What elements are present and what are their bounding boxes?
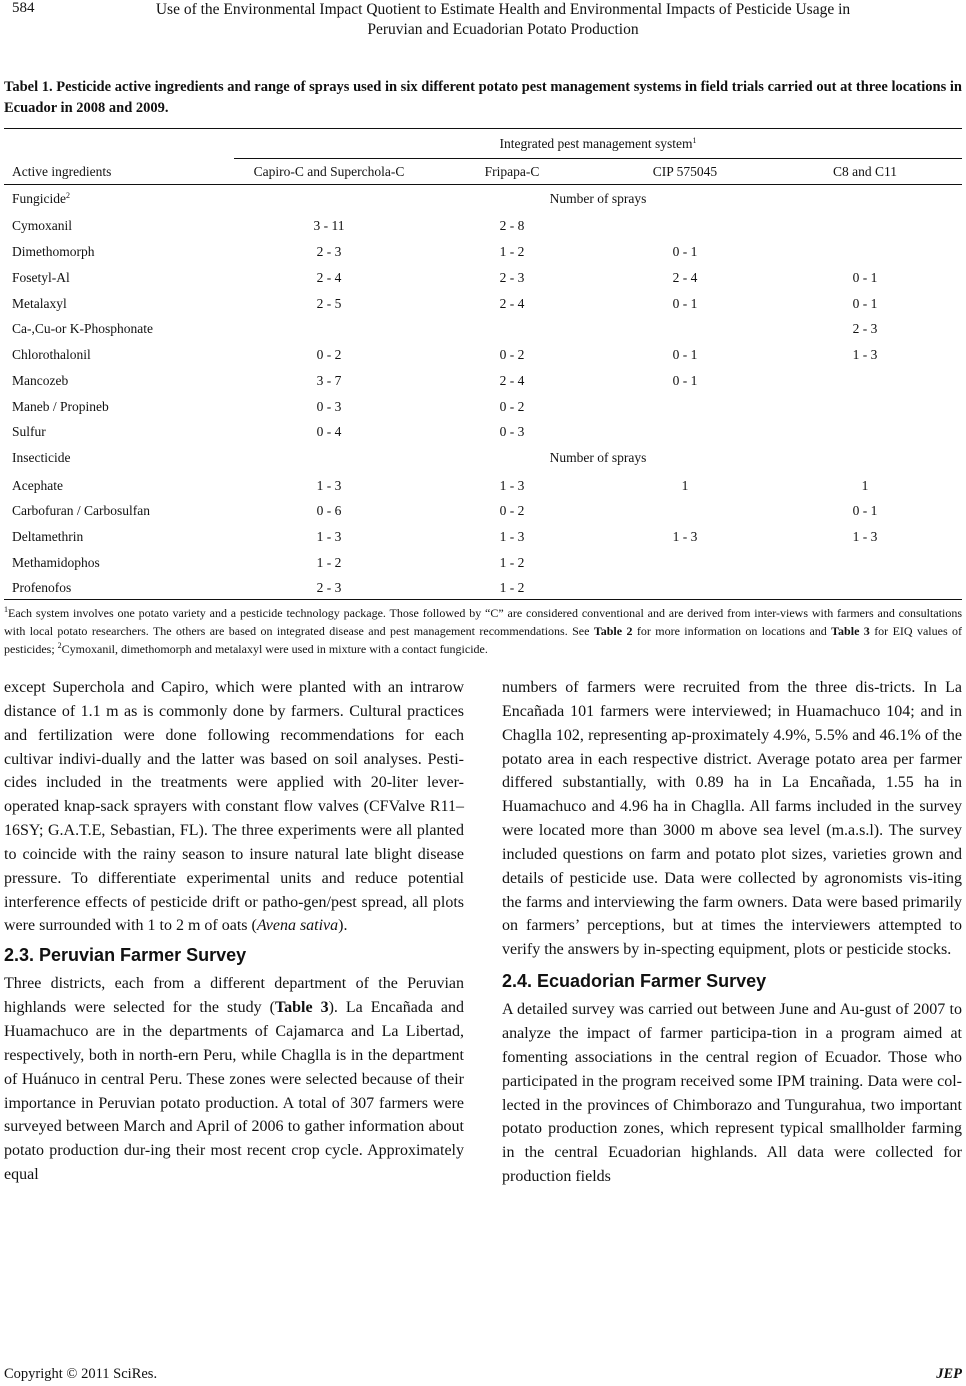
running-title-line-1: Use of the Environmental Impact Quotient to Estimate Health and Environmental Impacts of Pesticide Usage in: [155, 1, 851, 18]
copyright-notice: Copyright © 2011 SciRes.: [4, 1366, 158, 1382]
table-bottom-rule: [4, 599, 962, 600]
table-row: [4, 397, 962, 417]
paragraph-text: ). La Encañada and Huamachuco are in the departments of Cajamarca and La Libertad, respectively, both in north-ern Peru, while Chaglla is in the department of Huánuco in central Peru. These zones were selected because of their importance in Peruvian potato production. A total of 307 farmers were surveyed between March and April of 2006 to gather information about potato production dur-ing their most recent crop cycle. Approximately equal: [4, 999, 465, 1184]
column-header-row: [4, 162, 962, 182]
column-header-fripapa: Fripapa-C: [484, 164, 540, 179]
row-label: Deltamethrin: [12, 529, 84, 544]
section-heading-peruvian-survey: 2.3. Peruvian Farmer Survey: [4, 945, 247, 966]
row-value: 1 - 3: [499, 478, 525, 493]
row-value: 0 - 2: [499, 399, 525, 414]
table-row: [4, 345, 962, 365]
row-label: Dimethomorph: [12, 244, 95, 259]
row-label: Acephate: [12, 478, 63, 493]
fungicide-label: [12, 189, 70, 209]
paragraph-text: except Superchola and Capiro, which were planted with an intrarow distance of 1.1 m as is commonly done by farmers. Cultural practices and fertilization were done following recommendations for each cultivar indivi-dually and the latter was based on soil analyses. Pesti-cides included in the treatments were applied with 20-liter lever-operated knap-sack sprayers with constant flow valves (CFValve R11–16SY; G.A.T.E, Sebastian, FL). The three experiments were all planted to coincide with the rainy season to insure natural late blight disease pressure. To differentiate experimental units and reduce potential interference effects of pesticide drift or patho-gen/pest spread, all plots were surrounded with 1 to 2 m of oats (: [4, 679, 464, 935]
row-value: 0 - 1: [672, 244, 698, 259]
table-row: [4, 242, 962, 262]
row-value: 1 - 2: [499, 580, 525, 595]
table-row: [4, 268, 962, 288]
row-value: 2 - 4: [672, 270, 698, 285]
table-row: [4, 501, 962, 521]
row-value: 0 - 2: [316, 347, 342, 362]
row-value: 2 - 3: [499, 270, 525, 285]
row-value: 2 - 3: [852, 321, 878, 336]
paragraph-peruvian-survey-continued: numbers of farmers were recruited from the three dis-tricts. In La Encañada 101 farmers were interviewed; in Huamachuco 104; and in Chaglla 102, representing ap-proximately 4.9%, 5.5% and 46.1% of the potato area in each respective district. Average potato area per farmer differed substantially, with 0.89 ha in La Encañada, 1.55 ha in Huamachuco and 4.96 ha in Chaglla. All farms included in the survey were located more than 3000 m above sea level (m.a.s.l). The survey included questions on farm and potato plot sizes, varieties grown and details of pesticide use. Data were collected by agronomists vis-iting the farms and interviewing the farm owners. Data were based primarily on farmers’ perceptions, but at times the interviewers attempted to verify the answers by in-specting equipment, plots or pesticide stocks.: [502, 679, 962, 959]
row-value: 1 - 3: [852, 529, 878, 544]
table-top-rule: [4, 128, 962, 129]
row-label: Methamidophos: [12, 555, 100, 570]
table-row: [4, 578, 962, 598]
running-title-line-2: Peruvian and Ecuadorian Potato Production: [367, 21, 639, 38]
column-header-capiro-superchola: Capiro-C and Superchola-C: [253, 164, 405, 179]
row-label: Cymoxanil: [12, 218, 72, 233]
table-row: [4, 294, 962, 314]
row-label: Sulfur: [12, 424, 46, 439]
page-number: 584: [12, 0, 35, 16]
table-row: [4, 422, 962, 442]
paragraph-peruvian-survey: [4, 972, 464, 1187]
row-label: Profenofos: [12, 580, 72, 595]
row-value: 1 - 2: [499, 555, 525, 570]
column-header-rule: [4, 184, 962, 185]
column-header-c8-c11: C8 and C11: [833, 164, 897, 179]
group-header-row: [4, 134, 962, 154]
paragraph-text: Three districts, each from a different department of the Peruvian highlands were selected for the study (: [4, 975, 464, 1017]
row-value: 1 - 3: [316, 529, 342, 544]
table-footnote: [4, 604, 962, 658]
row-value: 0 - 2: [499, 347, 525, 362]
row-value: 0 - 6: [316, 503, 342, 518]
table-caption: Tabel 1. Pesticide active ingredients and range of sprays used in six different potato pest management systems in field trials carried out at three locations in Ecuador in 2008 and 2009.: [4, 79, 962, 116]
group-header-footnote-mark: 1: [692, 136, 697, 145]
running-header: [8, 0, 958, 40]
group-header-text: Integrated pest management system: [499, 136, 693, 151]
journal-abbreviation: JEP: [936, 1366, 962, 1382]
paragraph-experimental-design: [4, 676, 464, 938]
right-column: [502, 676, 962, 1189]
row-value: 1 - 2: [316, 555, 342, 570]
row-value: 0 - 3: [499, 424, 525, 439]
row-value: 3 - 11: [313, 218, 345, 233]
footnote-mark-1: 1: [4, 605, 8, 614]
row-value: 0 - 1: [852, 270, 878, 285]
footnote-text-4: Cymoxanil, dimethomorph and metalaxyl were used in mixture with a contact fungicide.: [61, 642, 488, 656]
table-row: [4, 553, 962, 573]
footnote-text-1: Each system involves one potato variety and a pesticide technology package. Those followed by “C” are considered conventional and are derived from inter-views with farmers and consultations with local potato researchers. The others are based on integrated disease and pest management recommendations. See: [4, 606, 962, 638]
footnote-mark-2: 2: [57, 641, 62, 650]
row-value: 2 - 5: [316, 296, 342, 311]
row-value: 1 - 3: [499, 529, 525, 544]
row-value: 0 - 4: [316, 424, 342, 439]
row-label: Chlorothalonil: [12, 347, 91, 362]
footnote-table3-ref: Table 3: [831, 624, 870, 638]
row-value: 2 - 4: [499, 296, 525, 311]
row-label: Maneb / Propineb: [12, 399, 109, 414]
table-row: [4, 319, 962, 339]
row-value: 1: [861, 478, 869, 493]
group-header: [234, 134, 962, 154]
table-row: [4, 371, 962, 391]
row-value: 1: [681, 478, 689, 493]
row-value: 1 - 2: [499, 244, 525, 259]
table-row: [4, 216, 962, 236]
row-label: Metalaxyl: [12, 296, 67, 311]
insecticide-section-row: [4, 448, 962, 468]
column-header-cip: CIP 575045: [652, 164, 718, 179]
fungicide-footnote-mark: 2: [66, 191, 70, 200]
insecticide-label: Insecticide: [12, 450, 71, 465]
row-value: 2 - 3: [316, 244, 342, 259]
row-label: Mancozeb: [12, 373, 69, 388]
row-value: 0 - 1: [672, 373, 698, 388]
row-value: 2 - 3: [316, 580, 342, 595]
section-heading-ecuadorian-survey: 2.4. Ecuadorian Farmer Survey: [502, 971, 767, 992]
footnote-table2-ref: Table 2: [593, 624, 633, 638]
running-title: [48, 0, 958, 40]
species-name: Avena sativa: [256, 917, 339, 935]
row-value: 0 - 1: [852, 503, 878, 518]
paragraph-ecuadorian-survey: A detailed survey was carried out between June and Au-gust of 2007 to analyze the impact of farmer participa-tion in a program aimed at fomenting associations in the central region of Ecuador. Those who participated in the program received some IPM training. Data were col-lected in the provinces of Chimborazo and Tungurahua, two important potato production zones, which represent typical smallholder farming in the central Ecuadorian highlands. All data were collected for production fields: [502, 1001, 962, 1186]
row-value: 0 - 2: [499, 503, 525, 518]
row-value: 1 - 3: [852, 347, 878, 362]
row-value: 2 - 4: [499, 373, 525, 388]
row-value: 3 - 7: [316, 373, 342, 388]
row-value: 0 - 3: [316, 399, 342, 414]
row-value: 0 - 1: [852, 296, 878, 311]
row-label: Fosetyl-Al: [12, 270, 70, 285]
row-value: 2 - 8: [499, 218, 525, 233]
fungicide-subheader: Number of sprays: [549, 191, 647, 206]
row-label: Carbofuran / Carbosulfan: [12, 503, 150, 518]
row-value: 0 - 1: [672, 347, 698, 362]
footnote-text-2: for more information on locations and: [632, 624, 832, 638]
insecticide-subheader: Number of sprays: [549, 450, 647, 465]
row-value: 2 - 4: [316, 270, 342, 285]
row-value: 1 - 3: [316, 478, 342, 493]
row-value: 0 - 1: [672, 296, 698, 311]
group-header-rule: [234, 158, 962, 159]
row-value: 1 - 3: [672, 529, 698, 544]
table-row: [4, 476, 962, 496]
table3-reference: Table 3: [274, 999, 329, 1017]
left-column: [4, 676, 464, 1187]
table-row: [4, 527, 962, 547]
fungicide-label-text: Fungicide: [12, 191, 66, 206]
row-label: Ca-,Cu-or K-Phosphonate: [12, 321, 153, 336]
paragraph-text: ).: [338, 917, 348, 935]
column-header-active-ingredients: Active ingredients: [12, 164, 112, 179]
fungicide-section-row: [4, 189, 962, 209]
footnote-text-3: for EIQ values of pesticides;: [4, 624, 962, 656]
